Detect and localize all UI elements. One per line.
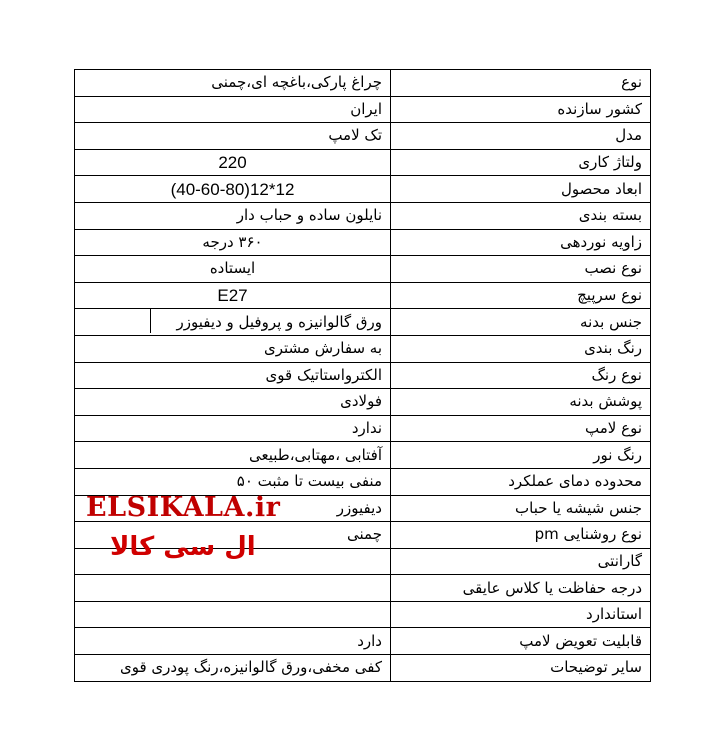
row-value: الکترواستاتیک قوی: [75, 362, 391, 389]
row-label: ولتاژ کاری: [391, 149, 651, 176]
row-label: مدل: [391, 123, 651, 150]
row-label: جنس بدنه: [391, 309, 651, 336]
row-value: کفی مخفی،ورق گالوانیزه،رنگ پودری قوی: [75, 655, 391, 682]
watermark-persian: ال سی کالا: [110, 532, 256, 562]
row-label: نوع نصب: [391, 256, 651, 283]
table-row: [75, 442, 651, 469]
row-label: قابلیت تعویض لامپ: [391, 628, 651, 655]
watermark-english: ELSIKALA.ir: [86, 492, 281, 523]
row-label: ابعاد محصول: [391, 176, 651, 203]
table-row: [75, 229, 651, 256]
row-label: استاندارد: [391, 601, 651, 628]
row-value: نایلون ساده و حباب دار: [75, 202, 391, 229]
row-label: نوع سرپیچ: [391, 282, 651, 309]
row-label: رنگ بندی: [391, 335, 651, 362]
row-value: ایستاده: [75, 256, 391, 283]
row-value: آفتابی ،مهتابی،طبیعی: [75, 442, 391, 469]
table-row: [75, 202, 651, 229]
row-value: دارد: [75, 628, 391, 655]
table-row: [75, 335, 651, 362]
row-label: درجه حفاظت یا کلاس عایقی: [391, 575, 651, 602]
row-value: فولادی: [75, 389, 391, 416]
table-row: [75, 468, 651, 495]
row-label: کشور سازنده: [391, 96, 651, 123]
table-row: [75, 628, 651, 655]
row-label: پوشش بدنه: [391, 389, 651, 416]
table-row: [75, 309, 651, 336]
table-row: [75, 601, 651, 628]
row-value: به سفارش مشتری: [75, 335, 391, 362]
row-label: نوع: [391, 70, 651, 97]
table-row: [75, 389, 651, 416]
row-label: زاویه نوردهی: [391, 229, 651, 256]
table-row: [75, 575, 651, 602]
row-value: چراغ پارکی،باغچه ای،چمنی: [75, 70, 391, 97]
row-value: ندارد: [75, 415, 391, 442]
row-label: محدوده دمای عملکرد: [391, 468, 651, 495]
row-label: جنس شیشه یا حباب: [391, 495, 651, 522]
row-label: نوع لامپ: [391, 415, 651, 442]
row-value: تک لامپ: [75, 123, 391, 150]
table-row: [75, 176, 651, 203]
row-label: رنگ نور: [391, 442, 651, 469]
row-value: ۳۶۰ درجه: [75, 229, 391, 256]
table-row: [75, 282, 651, 309]
table-row: [75, 70, 651, 97]
row-value: ورق گالوانیزه و پروفیل و دیفیوزر: [75, 309, 391, 336]
table-row: [75, 123, 651, 150]
row-label: نوع روشنایی pm: [391, 522, 651, 549]
table-row: [75, 96, 651, 123]
row-value: منفی بیست تا مثبت ۵۰: [75, 468, 391, 495]
table-row: [75, 256, 651, 283]
row-label: نوع رنگ: [391, 362, 651, 389]
text-cursor: [150, 309, 151, 333]
row-value: 220: [75, 149, 391, 176]
row-label: سایر توضیحات: [391, 655, 651, 682]
row-value: دیفیوزر: [75, 495, 391, 522]
row-label: بسته بندی: [391, 202, 651, 229]
table-row: [75, 362, 651, 389]
row-value: ایران: [75, 96, 391, 123]
row-value: E27: [75, 282, 391, 309]
table-row: [75, 149, 651, 176]
table-row: [75, 415, 651, 442]
row-value: 12*12(40-60-80): [75, 176, 391, 203]
row-value: [75, 575, 391, 602]
spec-table-body: [75, 70, 651, 682]
spec-table: [74, 69, 651, 682]
row-value: چمنی: [75, 522, 391, 549]
table-row: [75, 655, 651, 682]
row-label: گارانتی: [391, 548, 651, 575]
row-value: [75, 601, 391, 628]
